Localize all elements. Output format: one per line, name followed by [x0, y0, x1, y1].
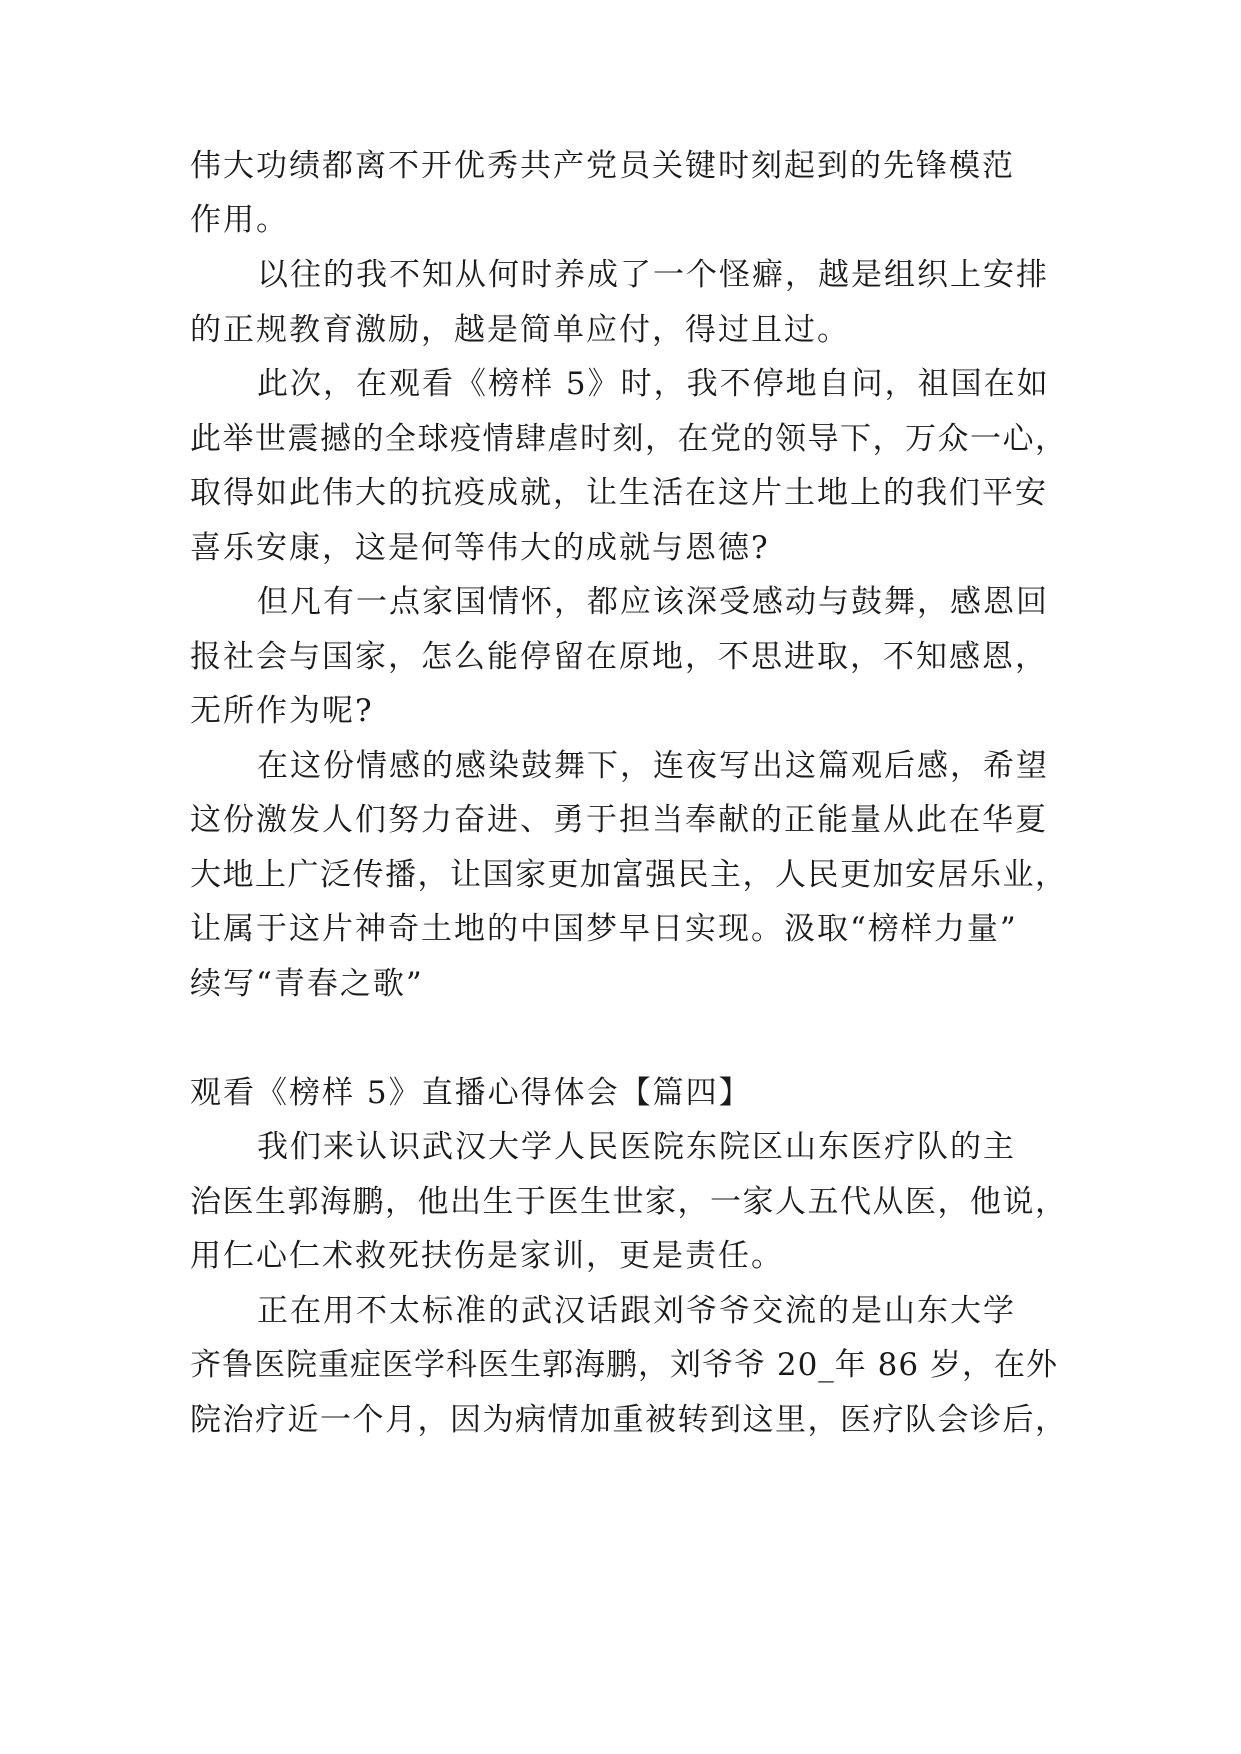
paragraph-line: 在这份情感的感染鼓舞下，连夜写出这篇观后感，希望 [257, 748, 1049, 784]
paragraph-line: 治医生郭海鹏，他出生于医生世家，一家人五代从医，他说， [190, 1184, 1068, 1220]
section-heading: 观看《榜样 5》直播心得体会【篇四】 [190, 1075, 752, 1111]
paragraph-line: 这份激发人们努力奋进、勇于担当奉献的正能量从此在华夏 [190, 802, 1048, 838]
paragraph-line: 我们来认识武汉大学人民医院东院区山东医疗队的主 [257, 1129, 1016, 1165]
paragraph-line: 让属于这片神奇土地的中国梦早日实现。汲取“榜样力量” [190, 911, 1018, 947]
paragraph-line: 此次，在观看《榜样 5》时，我不停地自问，祖国在如 [257, 366, 1050, 402]
paragraph-line: 此举世震撼的全球疫情肆虐时刻，在党的领导下，万众一心， [190, 421, 1068, 457]
paragraph-line: 齐鲁医院重症医学科医生郭海鹏，刘爷爷 20_年 86 岁，在外 [190, 1347, 1058, 1383]
paragraph-line: 续写“青春之歌” [190, 966, 424, 1002]
paragraph-line: 作用。 [190, 202, 289, 238]
paragraph-line: 无所作为呢? [190, 693, 374, 729]
paragraph-line: 伟大功绩都离不开优秀共产党员关键时刻起到的先锋模范 [190, 148, 1015, 184]
paragraph-line: 大地上广泛传播，让国家更加富强民主，人民更加安居乐业， [190, 857, 1068, 893]
paragraph-line: 取得如此伟大的抗疫成就，让生活在这片土地上的我们平安 [190, 475, 1048, 511]
paragraph-line: 正在用不太标准的武汉话跟刘爷爷交流的是山东大学 [257, 1293, 1016, 1329]
paragraph-line: 院治疗近一个月，因为病情加重被转到这里，医疗队会诊后， [190, 1402, 1068, 1438]
paragraph-line: 以往的我不知从何时养成了一个怪癖，越是组织上安排 [257, 257, 1049, 293]
paragraph-line: 用仁心仁术救死扶伤是家训，更是责任。 [190, 1238, 784, 1274]
paragraph-line: 报社会与国家，怎么能停留在原地，不思进取，不知感恩， [190, 639, 1048, 675]
paragraph-line: 但凡有一点家国情怀，都应该深受感动与鼓舞，感恩回 [257, 584, 1049, 620]
paragraph-line: 的正规教育激励，越是简单应付，得过且过。 [190, 312, 850, 348]
paragraph-line: 喜乐安康，这是何等伟大的成就与恩德? [190, 530, 770, 566]
